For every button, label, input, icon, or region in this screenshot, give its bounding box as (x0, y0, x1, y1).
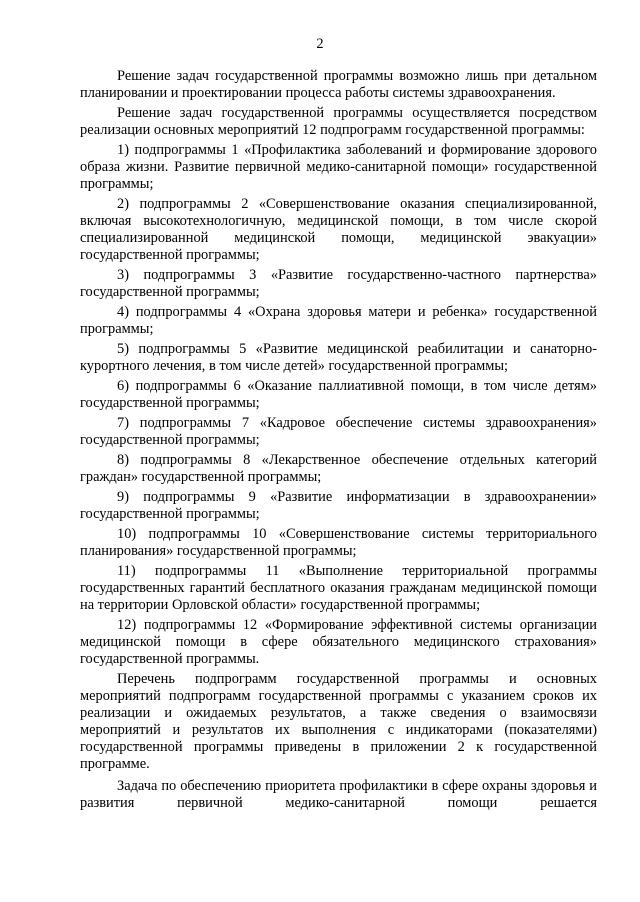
paragraph-intro: Решение задач государственной программы возможно лишь при детальном планировании и проектировании процесса работы системы здравоохранения. (80, 68, 597, 101)
list-item-subprogram-6: 6) подпрограммы 6 «Оказание паллиативной помощи, в том числе детям» государственной программы; (80, 378, 597, 411)
paragraph-subprogram-list-reference: Перечень подпрограмм государственной программы и основных мероприятий подпрограмм государственной программы с указанием сроков их реализации и ожидаемых результатов, а также сведения о взаимосвязи мероприятий и результатов их выполнения с индикаторами (показателями) государственной программы приведены в приложении 2 к государственной программе. (80, 671, 597, 772)
list-item-subprogram-12: 12) подпрограммы 12 «Формирование эффективной системы организации медицинской помощи в сфере обязательного медицинского страхования» государственной программы. (80, 617, 597, 667)
list-item-subprogram-9: 9) подпрограммы 9 «Развитие информатизации в здравоохранении» государственной программы; (80, 489, 597, 522)
document-body (80, 68, 597, 812)
paragraph-implementation: Решение задач государственной программы осуществляется посредством реализации основных мероприятий 12 подпрограмм государственной программы: (80, 105, 597, 138)
list-item-subprogram-5: 5) подпрограммы 5 «Развитие медицинской реабилитации и санаторно-курортного лечения, в том числе детей» государственной программы; (80, 341, 597, 374)
paragraph-prevention-task: Задача по обеспечению приоритета профилактики в сфере охраны здоровья и развития первичной медико-санитарной помощи решается (80, 778, 597, 811)
list-item-subprogram-11: 11) подпрограммы 11 «Выполнение территориальной программы государственных гарантий бесплатного оказания гражданам медицинской помощи на территории Орловской области» государственной программы; (80, 563, 597, 613)
list-item-subprogram-4: 4) подпрограммы 4 «Охрана здоровья матери и ребенка» государственной программы; (80, 304, 597, 337)
page-number: 2 (316, 36, 324, 52)
list-item-subprogram-8: 8) подпрограммы 8 «Лекарственное обеспечение отдельных категорий граждан» государственной программы; (80, 452, 597, 485)
list-item-subprogram-2: 2) подпрограммы 2 «Совершенствование оказания специализированной, включая высокотехнологичную, медицинской помощи, в том числе скорой специализированной медицинской помощи, медицинской эвакуации» государственной программы; (80, 196, 597, 263)
list-item-subprogram-7: 7) подпрограммы 7 «Кадровое обеспечение системы здравоохранения» государственной программы; (80, 415, 597, 448)
list-item-subprogram-10: 10) подпрограммы 10 «Совершенствование системы территориального планирования» государственной программы; (80, 526, 597, 559)
list-item-subprogram-1: 1) подпрограммы 1 «Профилактика заболеваний и формирование здорового образа жизни. Развитие первичной медико-санитарной помощи» государственной программы; (80, 142, 597, 192)
list-item-subprogram-3: 3) подпрограммы 3 «Развитие государственно-частного партнерства» государственной программы; (80, 267, 597, 300)
